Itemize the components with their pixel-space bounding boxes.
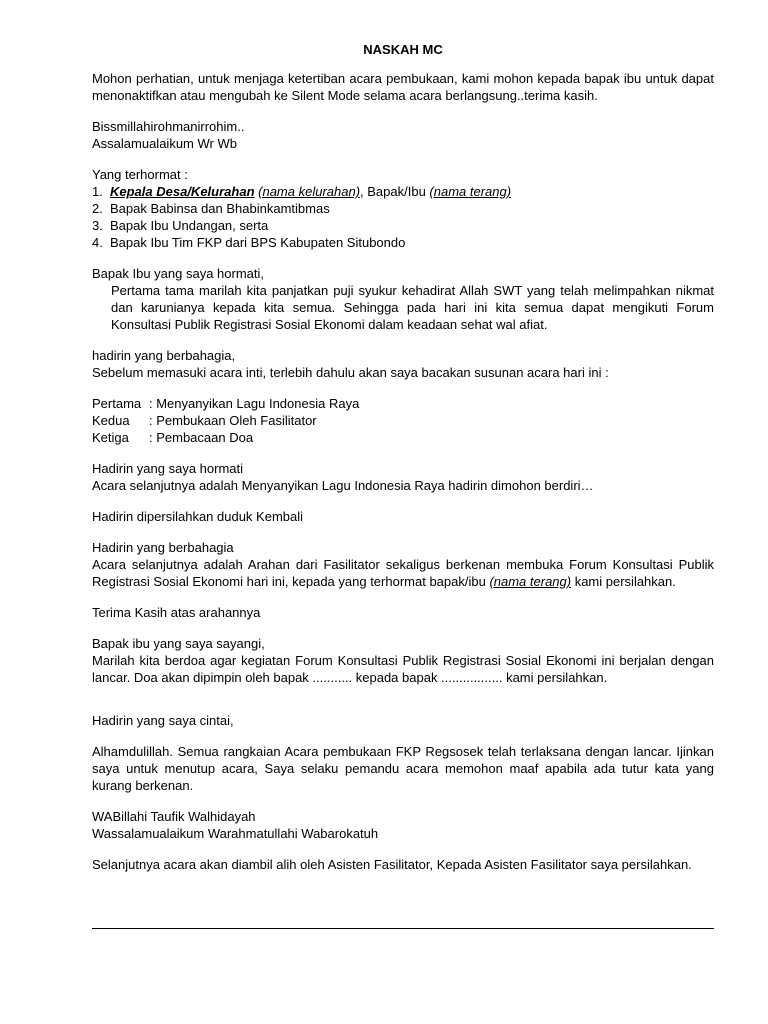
- agenda-intro: Sebelum memasuki acara inti, terlebih dahulu akan saya bacakan susunan acara hari ini :: [92, 365, 609, 380]
- happy-heading: hadirin yang berbahagia,: [92, 348, 236, 363]
- placeholder-nama-terang: (nama terang): [489, 574, 572, 589]
- agenda-row: Pertama : Menyanyikan Lagu Indonesia Raya: [92, 396, 360, 411]
- agenda-list: [92, 395, 714, 446]
- honored-item: 3. Bapak Ibu Undangan, serta: [92, 218, 269, 233]
- anthem-heading: Hadirin yang saya hormati: [92, 461, 244, 476]
- honored-item-title: Kepala Desa/Kelurahan: [110, 184, 255, 199]
- farewell-line: WABillahi Taufik Walhidayah: [92, 809, 256, 824]
- agenda-row: Ketiga : Pembacaan Doa: [92, 430, 254, 445]
- anthem-paragraph: Acara selanjutnya adalah Menyanyikan Lagu Indonesia Raya hadirin dimohon berdiri…: [92, 478, 594, 493]
- opening-paragraph: Acara selanjutnya adalah Arahan dari Fasilitator sekaligus berkenan membuka Forum Konsultasi Publik Registrasi Sosial Ekonomi hari ini, kepada yang terhormat bapak/ibu (nama terang) kami persilahkan.: [92, 557, 714, 589]
- intro-paragraph: Mohon perhatian, untuk menjaga ketertiban acara pembukaan, kami mohon kepada bapak ibu untuk dapat menonaktifkan atau mengubah ke Silent Mode selama acara berlangsung..terima kasih.: [92, 71, 714, 103]
- honored-item: 2. Bapak Babinsa dan Bhabinkamtibmas: [92, 201, 330, 216]
- thanks-line: Terima Kasih atas arahannya: [92, 605, 261, 620]
- placeholder-nama-terang: (nama terang): [429, 184, 512, 199]
- honored-heading: Yang terhormat :: [92, 167, 188, 182]
- document-title: NASKAH MC: [363, 42, 443, 57]
- document-page: [92, 41, 714, 873]
- placeholder-kelurahan: (nama kelurahan): [258, 184, 361, 199]
- honored-item: 1. Kepala Desa/Kelurahan (nama kelurahan), Bapak/Ibu (nama terang): [92, 184, 512, 199]
- agenda-row: Kedua : Pembukaan Oleh Fasilitator: [92, 413, 317, 428]
- prayer-paragraph: Marilah kita berdoa agar kegiatan Forum Konsultasi Publik Registrasi Sosial Ekonomi ini berjalan dengan lancar. Doa akan dipimpin oleh bapak ........... kepada bapak ................. kami persilahkan.: [92, 653, 714, 685]
- closing-heading: Hadirin yang saya cintai,: [92, 713, 234, 728]
- greeting-salam: Assalamualaikum Wr Wb: [92, 136, 237, 151]
- respect-paragraph: Pertama tama marilah kita panjatkan puji syukur kehadirat Allah SWT yang telah melimpahkan nikmat dan karunianya kepada kita semua. Sehingga pada hari ini kita semua dapat mengikuti Forum Konsultasi Publik Registrasi Sosial Ekonomi dalam keadaan sehat wal afiat.: [111, 283, 714, 332]
- seated-line: Hadirin dipersilahkan duduk Kembali: [92, 509, 304, 524]
- closing-paragraph: Alhamdulillah. Semua rangkaian Acara pembukaan FKP Regsosek telah terlaksana dengan lancar. Ijinkan saya untuk menutup acara, Saya selaku pemandu acara memohon maaf apabila ada tutur kata yang kurang berkenan.: [92, 744, 714, 793]
- opening-heading: Hadirin yang berbahagia: [92, 540, 234, 555]
- prayer-heading: Bapak ibu yang saya sayangi,: [92, 636, 265, 651]
- handover-paragraph: Selanjutnya acara akan diambil alih oleh Asisten Fasilitator, Kepada Asisten Fasilitator saya persilahkan.: [92, 857, 692, 872]
- footer-divider: [92, 928, 714, 929]
- honored-list: [92, 183, 714, 251]
- farewell-salam: Wassalamualaikum Warahmatullahi Wabarokatuh: [92, 826, 379, 841]
- greeting-bismillah: Bissmillahirohmanirrohim..: [92, 119, 245, 134]
- respect-heading: Bapak Ibu yang saya hormati,: [92, 266, 264, 281]
- honored-item: 4. Bapak Ibu Tim FKP dari BPS Kabupaten Situbondo: [92, 235, 406, 250]
